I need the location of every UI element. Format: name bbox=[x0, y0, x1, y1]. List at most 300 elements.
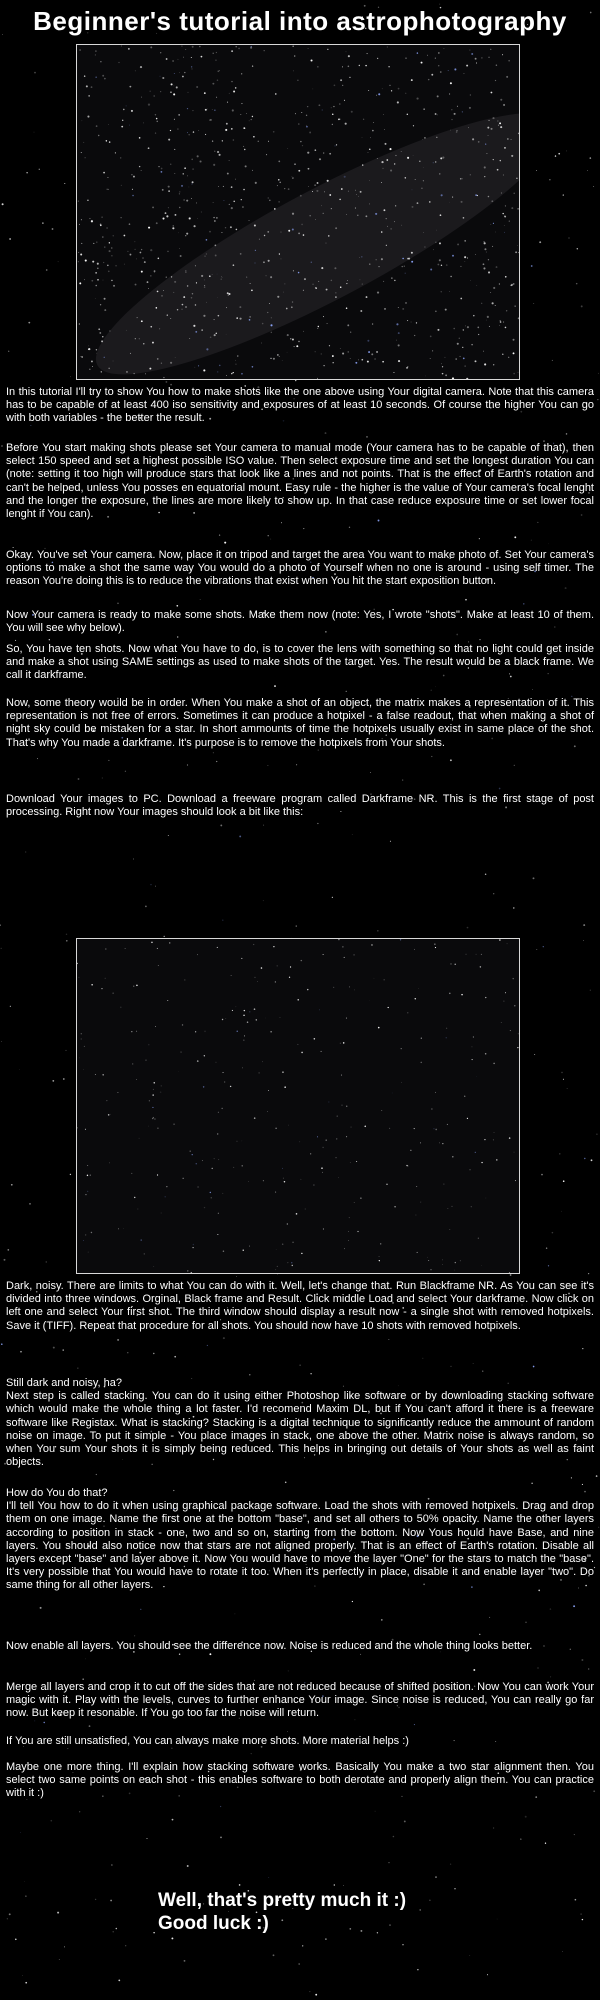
star bbox=[204, 1055, 205, 1056]
star bbox=[382, 1110, 383, 1111]
star bbox=[471, 1046, 472, 1047]
star bbox=[139, 137, 141, 139]
star bbox=[231, 50, 233, 52]
star bbox=[382, 168, 383, 169]
star bbox=[218, 1213, 219, 1214]
star bbox=[517, 208, 518, 209]
star bbox=[166, 1186, 167, 1187]
star bbox=[465, 261, 466, 262]
star bbox=[421, 62, 423, 64]
star bbox=[467, 326, 469, 328]
star bbox=[488, 259, 489, 260]
star bbox=[515, 251, 517, 253]
star bbox=[303, 331, 304, 332]
star bbox=[478, 334, 479, 335]
star bbox=[462, 178, 463, 179]
star bbox=[464, 365, 466, 367]
star bbox=[317, 378, 318, 379]
star bbox=[503, 175, 504, 176]
star bbox=[168, 186, 170, 188]
star bbox=[346, 283, 347, 284]
star bbox=[396, 323, 398, 325]
star bbox=[123, 1228, 124, 1229]
star bbox=[277, 185, 278, 186]
star bbox=[459, 356, 460, 357]
star bbox=[232, 109, 234, 111]
star bbox=[363, 119, 364, 120]
star bbox=[102, 237, 103, 238]
star bbox=[503, 1000, 504, 1001]
star bbox=[493, 1139, 494, 1140]
star bbox=[217, 80, 218, 81]
star bbox=[89, 218, 90, 219]
star bbox=[387, 46, 388, 47]
star bbox=[428, 79, 429, 80]
star bbox=[412, 190, 413, 191]
star bbox=[455, 358, 457, 360]
star bbox=[323, 1228, 324, 1229]
star bbox=[435, 1129, 437, 1131]
star bbox=[368, 90, 369, 91]
star bbox=[289, 977, 290, 978]
star bbox=[145, 1060, 146, 1061]
star bbox=[185, 270, 186, 271]
star bbox=[212, 274, 213, 275]
star bbox=[238, 48, 240, 50]
star bbox=[499, 939, 501, 941]
star bbox=[135, 338, 136, 339]
star bbox=[328, 1102, 329, 1103]
star bbox=[115, 152, 116, 153]
star bbox=[486, 320, 487, 321]
star bbox=[366, 296, 368, 298]
star bbox=[88, 95, 90, 97]
star bbox=[318, 281, 319, 282]
star bbox=[196, 203, 197, 204]
star bbox=[317, 328, 318, 329]
star bbox=[383, 114, 384, 115]
star bbox=[166, 277, 167, 278]
star bbox=[437, 114, 438, 115]
star bbox=[107, 189, 108, 190]
star bbox=[446, 264, 448, 266]
star bbox=[348, 1231, 349, 1232]
star bbox=[95, 285, 97, 287]
star bbox=[239, 306, 241, 308]
star bbox=[485, 997, 486, 998]
star bbox=[456, 130, 458, 132]
star bbox=[77, 963, 78, 964]
star bbox=[241, 103, 242, 104]
star bbox=[339, 118, 340, 119]
star bbox=[244, 149, 245, 150]
star bbox=[318, 104, 320, 106]
star bbox=[315, 149, 317, 151]
star bbox=[188, 92, 189, 93]
star bbox=[362, 283, 363, 284]
star bbox=[129, 223, 131, 225]
star bbox=[326, 289, 328, 291]
star bbox=[223, 200, 224, 201]
star bbox=[466, 65, 468, 67]
star bbox=[183, 199, 185, 201]
star bbox=[201, 212, 202, 213]
star bbox=[265, 1018, 266, 1019]
star bbox=[243, 1040, 244, 1041]
star bbox=[370, 137, 371, 138]
star bbox=[250, 283, 251, 284]
star bbox=[428, 1260, 429, 1261]
star bbox=[210, 336, 212, 338]
star bbox=[96, 349, 97, 350]
star bbox=[326, 1139, 327, 1140]
star bbox=[153, 1117, 154, 1118]
star bbox=[87, 1175, 88, 1176]
star bbox=[101, 340, 103, 342]
star bbox=[105, 948, 106, 949]
star bbox=[225, 227, 226, 228]
star bbox=[466, 378, 468, 379]
star bbox=[467, 1118, 468, 1119]
star bbox=[511, 155, 513, 157]
star bbox=[329, 153, 331, 155]
star bbox=[488, 196, 490, 198]
star bbox=[243, 146, 244, 147]
star bbox=[339, 199, 341, 201]
star bbox=[340, 79, 342, 81]
star bbox=[293, 270, 294, 271]
star bbox=[419, 161, 420, 162]
star bbox=[136, 1079, 137, 1080]
star bbox=[182, 1024, 183, 1025]
star bbox=[361, 256, 362, 257]
star bbox=[360, 191, 362, 193]
star bbox=[91, 984, 93, 986]
star bbox=[141, 249, 142, 250]
star bbox=[433, 249, 434, 250]
star bbox=[329, 194, 331, 196]
star bbox=[276, 1249, 277, 1250]
star bbox=[323, 213, 324, 214]
star bbox=[377, 58, 378, 59]
star bbox=[485, 1053, 487, 1055]
star bbox=[518, 1033, 519, 1034]
star bbox=[460, 266, 461, 267]
star bbox=[261, 343, 262, 344]
star bbox=[376, 95, 377, 96]
star bbox=[83, 142, 84, 143]
star bbox=[165, 1196, 166, 1197]
star bbox=[395, 155, 396, 156]
star bbox=[405, 177, 406, 178]
star bbox=[150, 91, 151, 92]
star bbox=[275, 1192, 276, 1193]
star bbox=[348, 65, 350, 67]
star bbox=[132, 195, 134, 197]
star bbox=[199, 160, 201, 162]
star bbox=[204, 1207, 205, 1208]
star bbox=[215, 1062, 216, 1063]
star bbox=[381, 161, 383, 163]
star bbox=[439, 1143, 440, 1144]
star bbox=[442, 1260, 443, 1261]
star bbox=[162, 189, 164, 191]
star bbox=[242, 1165, 243, 1166]
star bbox=[241, 73, 242, 74]
star bbox=[217, 947, 218, 948]
star bbox=[388, 66, 389, 67]
star bbox=[275, 981, 276, 982]
star bbox=[450, 276, 451, 277]
star bbox=[183, 173, 184, 174]
star bbox=[177, 59, 178, 60]
star bbox=[487, 153, 488, 154]
star bbox=[278, 161, 280, 163]
star bbox=[293, 46, 294, 47]
star bbox=[468, 127, 469, 128]
star bbox=[303, 234, 305, 236]
star bbox=[170, 318, 171, 319]
star bbox=[471, 1206, 472, 1207]
star bbox=[341, 1075, 342, 1076]
star bbox=[481, 954, 482, 955]
star bbox=[449, 202, 450, 203]
star bbox=[278, 201, 279, 202]
star bbox=[442, 366, 443, 367]
star bbox=[170, 130, 171, 131]
star bbox=[279, 356, 280, 357]
star bbox=[333, 362, 334, 363]
star bbox=[278, 179, 280, 181]
star bbox=[504, 225, 505, 226]
star bbox=[273, 131, 275, 133]
star bbox=[204, 285, 205, 286]
star bbox=[132, 1063, 133, 1064]
paragraph-more-shots: If You are still unsatisfied, You can always make more shots. More material helps :) bbox=[6, 1735, 409, 1747]
star bbox=[435, 947, 436, 948]
star bbox=[227, 173, 229, 175]
star bbox=[463, 358, 465, 360]
star bbox=[501, 192, 502, 193]
star bbox=[381, 182, 382, 183]
star bbox=[109, 331, 110, 332]
star bbox=[331, 208, 332, 209]
star bbox=[471, 344, 473, 346]
star bbox=[148, 227, 150, 229]
star bbox=[331, 107, 332, 108]
star bbox=[192, 184, 193, 185]
star bbox=[414, 1128, 415, 1129]
star bbox=[268, 260, 270, 262]
star bbox=[347, 280, 348, 281]
star bbox=[298, 272, 300, 274]
star bbox=[381, 231, 383, 233]
star bbox=[104, 309, 106, 311]
star bbox=[129, 125, 130, 126]
star bbox=[131, 1173, 132, 1174]
star bbox=[412, 206, 414, 208]
star bbox=[189, 338, 190, 339]
star bbox=[440, 71, 442, 73]
star bbox=[440, 157, 442, 159]
star bbox=[368, 152, 369, 153]
star bbox=[423, 167, 424, 168]
star bbox=[505, 992, 506, 993]
star bbox=[301, 1253, 302, 1254]
star bbox=[100, 225, 102, 227]
star bbox=[173, 93, 175, 95]
star bbox=[231, 975, 232, 976]
star bbox=[386, 218, 387, 219]
star bbox=[195, 1031, 196, 1032]
star bbox=[310, 1153, 311, 1154]
star bbox=[349, 77, 350, 78]
star bbox=[494, 1132, 495, 1133]
star bbox=[321, 353, 322, 354]
star bbox=[469, 107, 471, 109]
star bbox=[518, 372, 519, 373]
star bbox=[268, 141, 269, 142]
star bbox=[450, 130, 451, 131]
star bbox=[195, 304, 196, 305]
star bbox=[394, 221, 395, 222]
star bbox=[372, 130, 374, 132]
star bbox=[345, 123, 347, 125]
star bbox=[147, 281, 149, 283]
star bbox=[360, 310, 362, 312]
star bbox=[431, 74, 433, 76]
star bbox=[172, 60, 173, 61]
star bbox=[365, 215, 367, 217]
star bbox=[306, 115, 307, 116]
star bbox=[171, 83, 173, 85]
star bbox=[271, 332, 272, 333]
star bbox=[174, 119, 175, 120]
star bbox=[108, 1114, 110, 1116]
star bbox=[218, 1112, 219, 1113]
star bbox=[213, 164, 215, 166]
star bbox=[255, 182, 257, 184]
star bbox=[292, 1265, 293, 1266]
star bbox=[141, 97, 142, 98]
star bbox=[484, 248, 486, 250]
star bbox=[407, 157, 409, 159]
star bbox=[221, 279, 222, 280]
star bbox=[292, 301, 293, 302]
star bbox=[513, 339, 515, 341]
star bbox=[251, 46, 252, 47]
star bbox=[368, 351, 370, 353]
star bbox=[139, 1138, 140, 1139]
star bbox=[282, 360, 283, 361]
star bbox=[96, 125, 98, 127]
star bbox=[222, 277, 223, 278]
star bbox=[454, 113, 456, 115]
star bbox=[104, 78, 106, 80]
star bbox=[252, 366, 254, 368]
star bbox=[475, 1152, 476, 1153]
star bbox=[193, 1247, 194, 1248]
star bbox=[367, 361, 369, 363]
star bbox=[457, 343, 459, 345]
star bbox=[282, 1244, 283, 1245]
star bbox=[292, 339, 294, 341]
star bbox=[81, 152, 82, 153]
star bbox=[334, 85, 336, 87]
star bbox=[341, 1105, 342, 1106]
star bbox=[488, 271, 490, 273]
star bbox=[214, 319, 215, 320]
star bbox=[210, 119, 211, 120]
star bbox=[222, 1019, 223, 1020]
closing-line-1: Well, that's pretty much it :) bbox=[158, 1890, 407, 1911]
star bbox=[110, 1114, 111, 1115]
star bbox=[121, 126, 123, 128]
star bbox=[223, 186, 224, 187]
star bbox=[169, 942, 170, 943]
star bbox=[179, 193, 180, 194]
star bbox=[497, 169, 499, 171]
star bbox=[475, 194, 476, 195]
star bbox=[131, 174, 132, 175]
star bbox=[496, 1159, 498, 1161]
star bbox=[323, 365, 324, 366]
star bbox=[321, 205, 322, 206]
star bbox=[362, 164, 363, 165]
star bbox=[133, 373, 134, 374]
star bbox=[495, 80, 496, 81]
star bbox=[214, 220, 216, 222]
star bbox=[109, 1163, 110, 1164]
star bbox=[173, 292, 174, 293]
star bbox=[491, 200, 493, 202]
star bbox=[438, 65, 439, 66]
star bbox=[298, 123, 300, 125]
star bbox=[117, 1092, 118, 1093]
star bbox=[435, 1092, 436, 1093]
star bbox=[137, 317, 138, 318]
star bbox=[113, 285, 115, 287]
star bbox=[241, 373, 243, 375]
star bbox=[441, 291, 442, 292]
star bbox=[365, 65, 366, 66]
star bbox=[188, 134, 190, 136]
star bbox=[217, 1234, 218, 1235]
star bbox=[249, 1246, 250, 1247]
star bbox=[367, 53, 368, 54]
star bbox=[190, 1150, 191, 1151]
star bbox=[383, 281, 384, 282]
star bbox=[237, 1031, 238, 1032]
star bbox=[288, 188, 290, 190]
star bbox=[499, 325, 500, 326]
star bbox=[314, 184, 316, 186]
star bbox=[227, 102, 228, 103]
star bbox=[209, 275, 211, 277]
milky-way-band bbox=[77, 74, 519, 379]
star bbox=[257, 981, 258, 982]
closing-line-2: Good luck :) bbox=[158, 1913, 269, 1934]
page-title: Beginner's tutorial into astrophotography bbox=[33, 6, 567, 36]
star bbox=[402, 308, 404, 310]
star bbox=[309, 132, 311, 134]
star bbox=[98, 135, 99, 136]
star bbox=[161, 168, 163, 170]
star bbox=[251, 119, 252, 120]
star bbox=[81, 120, 82, 121]
star bbox=[467, 257, 468, 258]
star bbox=[84, 1046, 85, 1047]
